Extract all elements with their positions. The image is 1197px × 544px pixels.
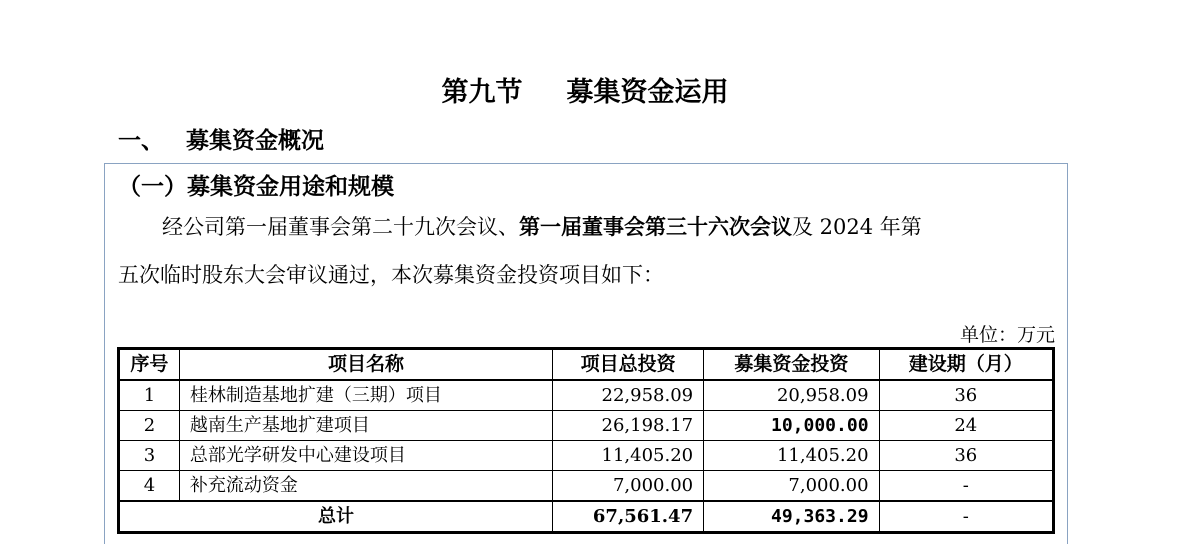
table-row <box>119 471 1054 502</box>
table-total-row <box>119 501 1054 533</box>
section-number: 第九节 <box>441 77 523 108</box>
header-total-investment: 项目总投资 <box>553 349 704 381</box>
table-row <box>119 441 1054 471</box>
heading-number: 一、 <box>118 128 164 154</box>
paragraph-line-1 <box>118 203 1056 251</box>
cell-raised: 7,000.00 <box>704 471 879 502</box>
cell-project-name: 越南生产基地扩建项目 <box>179 411 552 441</box>
cell-period: 24 <box>879 411 1053 441</box>
paragraph-text-b: 及 2024 年第 <box>792 215 922 239</box>
cell-raised: 11,405.20 <box>704 441 879 471</box>
funds-table <box>117 347 1055 534</box>
heading-text: 募集资金概况 <box>186 128 324 154</box>
cell-project-name: 桂林制造基地扩建（三期）项目 <box>179 380 552 411</box>
cell-total: 22,958.09 <box>553 380 704 411</box>
table-row <box>119 380 1054 411</box>
header-build-period: 建设期（月） <box>879 349 1053 381</box>
cell-project-name: 补充流动资金 <box>179 471 552 502</box>
paragraph-text-a: 经公司第一届董事会第二十九次会议、 <box>162 215 519 239</box>
cell-period-total: - <box>879 501 1053 533</box>
table-row <box>119 411 1054 441</box>
cell-period: 36 <box>879 380 1053 411</box>
cell-no: 4 <box>119 471 180 502</box>
cell-total: 7,000.00 <box>553 471 704 502</box>
cell-period: - <box>879 471 1053 502</box>
header-project-name: 项目名称 <box>179 349 552 381</box>
cell-total: 11,405.20 <box>553 441 704 471</box>
unit-label: 单位：万元 <box>959 324 1055 346</box>
header-no: 序号 <box>119 349 180 381</box>
cell-raised: 20,958.09 <box>704 380 879 411</box>
cell-project-name: 总部光学研发中心建设项目 <box>179 441 552 471</box>
table-header-row <box>119 349 1054 381</box>
paragraph-bold-text: 第一届董事会第三十六次会议 <box>519 215 792 239</box>
section-title <box>0 70 1170 109</box>
header-raised-investment: 募集资金投资 <box>704 349 879 381</box>
cell-raised-sum: 49,363.29 <box>704 501 879 533</box>
cell-no: 3 <box>119 441 180 471</box>
cell-raised: 10,000.00 <box>704 411 879 441</box>
section-name: 募集资金运用 <box>566 77 729 108</box>
cell-total-sum: 67,561.47 <box>553 501 704 533</box>
cell-total-label: 总计 <box>119 501 553 533</box>
heading-level-1 <box>118 122 324 155</box>
cell-no: 2 <box>119 411 180 441</box>
cell-no: 1 <box>119 380 180 411</box>
paragraph-line-2: 五次临时股东大会审议通过，本次募集资金投资项目如下： <box>118 263 664 287</box>
heading-level-2: （一）募集资金用途和规模 <box>118 174 394 200</box>
cell-total: 26,198.17 <box>553 411 704 441</box>
cell-period: 36 <box>879 441 1053 471</box>
